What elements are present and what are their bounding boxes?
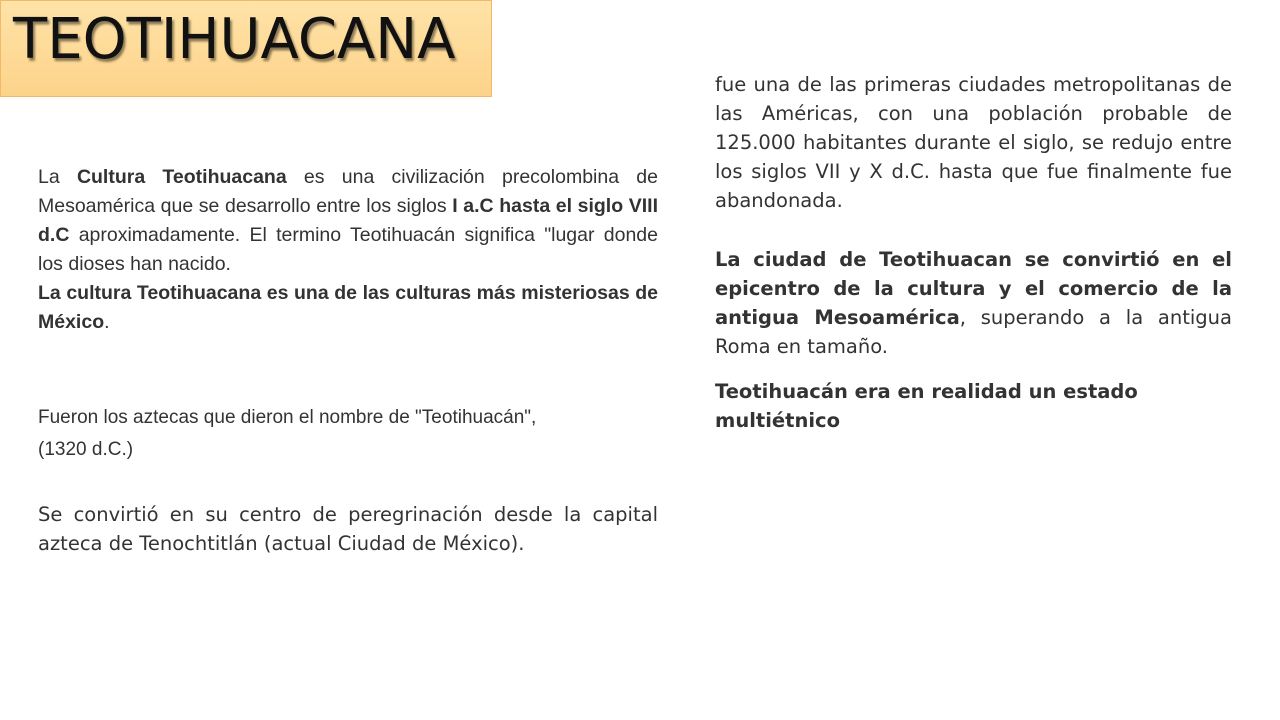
epicenter-bold: La ciudad de Teotihuacan se convirtió en el epicentro de la cultura y el comercio de la antigua Mesoamérica [715, 248, 1232, 329]
left-paragraph-intro [38, 163, 658, 279]
title-banner [0, 0, 492, 97]
intro-text-3: aproximadamente. El termino Teotihuacán significa "lugar donde los dioses han nacido. [38, 224, 658, 275]
intro-bold-1: Cultura Teotihuacana [76, 166, 287, 188]
left-paragraph-mystery [38, 279, 658, 337]
intro-bold-2: I a.C hasta el siglo VIII d.C [38, 195, 658, 246]
intro-text-1: La [38, 166, 77, 188]
epicenter-text: , superando a la antigua Roma en tamaño. [715, 306, 1232, 358]
left-column [38, 163, 658, 337]
right-paragraph-multiethnic [715, 377, 1195, 435]
mystery-bold: La cultura Teotihuacana es una de las culturas más misteriosas de México [38, 282, 658, 333]
slide-title: TEOTIHUACANA [13, 7, 456, 72]
aztecs-text: Fueron los aztecas que dieron el nombre de "Teotihuacán", (1320 d.C.) [38, 407, 537, 460]
metropolis-text: fue una de las primeras ciudades metropolitanas de las Américas, con una población probable de 125.000 habitantes durante el siglo, se redujo entre los siglos VII y X d.C. hasta que fue finalmente fue abandonada. [715, 73, 1232, 212]
left-paragraph-aztecs [38, 402, 538, 466]
right-paragraph-metropolis [715, 70, 1232, 215]
pilgrimage-text: Se convirtió en su centro de peregrinación desde la capital azteca de Tenochtitlán (actual Ciudad de México). [38, 503, 658, 555]
left-paragraph-pilgrimage [38, 500, 658, 558]
intro-text-2: es una civilización precolombina de Mesoamérica que se desarrollo entre los siglos [38, 166, 658, 217]
mystery-text: . [104, 311, 110, 333]
right-paragraph-epicenter [715, 245, 1232, 361]
multiethnic-bold: Teotihuacán era en realidad un estado multiétnico [715, 380, 1138, 432]
